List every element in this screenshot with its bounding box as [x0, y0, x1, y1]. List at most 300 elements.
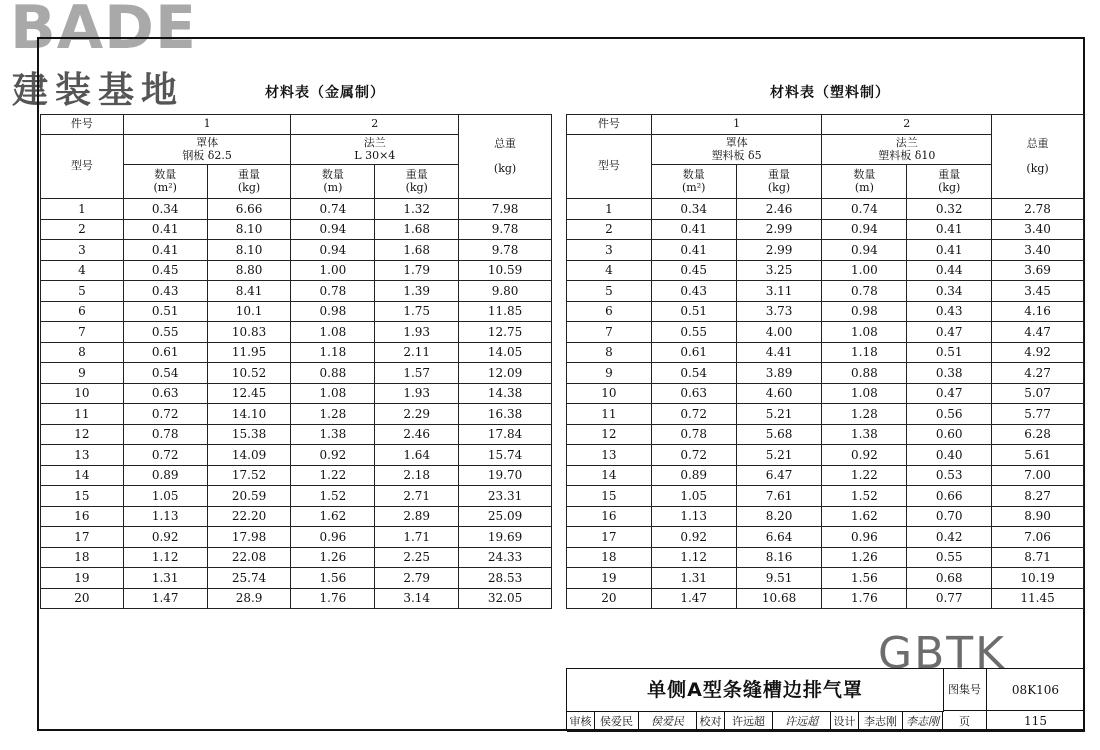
- value-cell: 0.47: [907, 383, 992, 404]
- value-cell: 0.41: [123, 240, 207, 261]
- value-cell: 14.10: [207, 404, 291, 425]
- value-cell: 3.89: [736, 363, 822, 384]
- table-row: [41, 547, 552, 568]
- table-row: [41, 219, 552, 240]
- qty-unit: (m²): [681, 180, 706, 194]
- value-cell: 0.63: [651, 383, 736, 404]
- value-cell: 3.11: [736, 281, 822, 302]
- model-cell: 16: [41, 506, 124, 527]
- header-hood-body: [123, 135, 291, 165]
- value-cell: 19.69: [459, 527, 552, 548]
- metal-material-table: [40, 114, 552, 609]
- value-cell: 1.32: [375, 199, 459, 220]
- value-cell: 0.72: [123, 445, 207, 466]
- weight-label: 重量: [405, 167, 428, 181]
- value-cell: 14.09: [207, 445, 291, 466]
- value-cell: 32.05: [459, 588, 552, 609]
- value-cell: 0.92: [291, 445, 375, 466]
- value-cell: 1.52: [291, 486, 375, 507]
- header-part-2: 2: [291, 115, 459, 135]
- header-model: 型号: [567, 135, 652, 199]
- model-cell: 20: [41, 588, 124, 609]
- value-cell: 0.44: [907, 260, 992, 281]
- model-cell: 2: [41, 219, 124, 240]
- value-cell: 3.69: [992, 260, 1084, 281]
- value-cell: 0.60: [907, 424, 992, 445]
- value-cell: 1.75: [375, 301, 459, 322]
- table-row: [567, 363, 1084, 384]
- value-cell: 0.41: [907, 240, 992, 261]
- value-cell: 1.39: [375, 281, 459, 302]
- value-cell: 4.60: [736, 383, 822, 404]
- page-number: 115: [987, 711, 1085, 732]
- value-cell: 9.78: [459, 219, 552, 240]
- value-cell: 0.34: [907, 281, 992, 302]
- value-cell: 2.11: [375, 342, 459, 363]
- table-row: [41, 465, 552, 486]
- flange-label: 法兰: [363, 135, 386, 149]
- header-hood-body: [651, 135, 822, 165]
- value-cell: 7.98: [459, 199, 552, 220]
- qty-label: 数量: [154, 167, 177, 181]
- table-row: [567, 547, 1084, 568]
- header-qty-length: [291, 165, 375, 199]
- value-cell: 8.90: [992, 506, 1084, 527]
- table-row: [41, 445, 552, 466]
- value-cell: 3.14: [375, 588, 459, 609]
- value-cell: 2.46: [375, 424, 459, 445]
- bade-watermark-logo: BADE: [10, 0, 197, 63]
- value-cell: 1.56: [291, 568, 375, 589]
- model-cell: 1: [41, 199, 124, 220]
- designer-name: 李志刚: [859, 711, 903, 732]
- value-cell: 22.20: [207, 506, 291, 527]
- value-cell: 0.54: [651, 363, 736, 384]
- atlas-number: 08K106: [987, 669, 1085, 711]
- table-row: [41, 322, 552, 343]
- value-cell: 8.20: [736, 506, 822, 527]
- value-cell: 5.21: [736, 445, 822, 466]
- value-cell: 0.94: [291, 240, 375, 261]
- table-row: [41, 486, 552, 507]
- value-cell: 0.55: [907, 547, 992, 568]
- value-cell: 1.28: [291, 404, 375, 425]
- value-cell: 0.43: [123, 281, 207, 302]
- value-cell: 0.92: [822, 445, 907, 466]
- header-flange: [291, 135, 459, 165]
- value-cell: 1.56: [822, 568, 907, 589]
- weight-label: 重量: [938, 167, 961, 181]
- total-label: 总重: [494, 136, 517, 150]
- table-row: [567, 301, 1084, 322]
- value-cell: 1.28: [822, 404, 907, 425]
- table-row: [41, 240, 552, 261]
- header-part-1: 1: [651, 115, 822, 135]
- value-cell: 1.05: [651, 486, 736, 507]
- value-cell: 9.51: [736, 568, 822, 589]
- model-cell: 5: [41, 281, 124, 302]
- plastic-material-table: [566, 114, 1084, 609]
- value-cell: 2.71: [375, 486, 459, 507]
- value-cell: 0.94: [291, 219, 375, 240]
- value-cell: 3.25: [736, 260, 822, 281]
- value-cell: 1.12: [123, 547, 207, 568]
- header-flange: [822, 135, 992, 165]
- value-cell: 4.47: [992, 322, 1084, 343]
- weight-label: 重量: [768, 167, 791, 181]
- value-cell: 1.47: [651, 588, 736, 609]
- value-cell: 1.18: [822, 342, 907, 363]
- value-cell: 1.26: [822, 547, 907, 568]
- value-cell: 15.74: [459, 445, 552, 466]
- value-cell: 1.62: [291, 506, 375, 527]
- value-cell: 1.38: [291, 424, 375, 445]
- table-row: [41, 424, 552, 445]
- value-cell: 1.47: [123, 588, 207, 609]
- check-label: 校对: [697, 711, 725, 732]
- value-cell: 10.68: [736, 588, 822, 609]
- value-cell: 17.98: [207, 527, 291, 548]
- model-cell: 20: [567, 588, 652, 609]
- value-cell: 6.64: [736, 527, 822, 548]
- value-cell: 1.26: [291, 547, 375, 568]
- model-cell: 6: [41, 301, 124, 322]
- model-cell: 8: [567, 342, 652, 363]
- reviewer-name: 侯爱民: [595, 711, 639, 732]
- value-cell: 0.45: [651, 260, 736, 281]
- value-cell: 0.51: [651, 301, 736, 322]
- table-row: [41, 363, 552, 384]
- atlas-number-label: 图集号: [943, 669, 987, 711]
- qty-unit: (m²): [153, 180, 177, 194]
- model-cell: 12: [41, 424, 124, 445]
- value-cell: 4.16: [992, 301, 1084, 322]
- review-label: 审核: [567, 711, 595, 732]
- plastic-table-body: [567, 199, 1084, 609]
- model-cell: 19: [567, 568, 652, 589]
- value-cell: 1.13: [651, 506, 736, 527]
- value-cell: 0.78: [651, 424, 736, 445]
- value-cell: 0.98: [291, 301, 375, 322]
- value-cell: 1.38: [822, 424, 907, 445]
- value-cell: 2.18: [375, 465, 459, 486]
- table-row: [567, 527, 1084, 548]
- value-cell: 10.52: [207, 363, 291, 384]
- value-cell: 6.47: [736, 465, 822, 486]
- value-cell: 1.22: [291, 465, 375, 486]
- weight-unit: (kg): [237, 180, 261, 194]
- model-cell: 13: [567, 445, 652, 466]
- value-cell: 1.13: [123, 506, 207, 527]
- value-cell: 0.68: [907, 568, 992, 589]
- value-cell: 12.09: [459, 363, 552, 384]
- value-cell: 1.05: [123, 486, 207, 507]
- value-cell: 1.08: [822, 383, 907, 404]
- model-cell: 11: [41, 404, 124, 425]
- value-cell: 10.59: [459, 260, 552, 281]
- value-cell: 1.68: [375, 240, 459, 261]
- value-cell: 1.22: [822, 465, 907, 486]
- value-cell: 6.66: [207, 199, 291, 220]
- qty-label: 数量: [853, 167, 876, 181]
- value-cell: 0.55: [123, 322, 207, 343]
- value-cell: 4.27: [992, 363, 1084, 384]
- table-row: [41, 588, 552, 609]
- hood-material: 塑料板 δ5: [711, 148, 762, 162]
- value-cell: 14.38: [459, 383, 552, 404]
- value-cell: 22.08: [207, 547, 291, 568]
- table-row: [567, 383, 1084, 404]
- gbtk-watermark: GBTK: [878, 628, 1007, 679]
- designer-signature: 李志刚: [903, 711, 943, 732]
- table-row: [41, 342, 552, 363]
- value-cell: 10.83: [207, 322, 291, 343]
- value-cell: 0.72: [123, 404, 207, 425]
- value-cell: 0.78: [822, 281, 907, 302]
- table-row: [567, 588, 1084, 609]
- value-cell: 3.73: [736, 301, 822, 322]
- value-cell: 12.45: [207, 383, 291, 404]
- model-cell: 15: [567, 486, 652, 507]
- table-row: [41, 404, 552, 425]
- weight-unit: (kg): [767, 180, 791, 194]
- value-cell: 0.72: [651, 445, 736, 466]
- value-cell: 3.40: [992, 219, 1084, 240]
- value-cell: 0.61: [651, 342, 736, 363]
- value-cell: 7.00: [992, 465, 1084, 486]
- hood-label: 罩体: [196, 135, 219, 149]
- value-cell: 0.42: [907, 527, 992, 548]
- value-cell: 0.89: [123, 465, 207, 486]
- qty-unit: (m): [854, 180, 874, 194]
- value-cell: 1.93: [375, 383, 459, 404]
- value-cell: 1.31: [651, 568, 736, 589]
- header-part-1: 1: [123, 115, 291, 135]
- model-cell: 18: [567, 547, 652, 568]
- model-cell: 8: [41, 342, 124, 363]
- value-cell: 2.99: [736, 219, 822, 240]
- value-cell: 28.9: [207, 588, 291, 609]
- model-cell: 18: [41, 547, 124, 568]
- header-qty-length: [822, 165, 907, 199]
- value-cell: 5.61: [992, 445, 1084, 466]
- qty-unit: (m): [323, 180, 343, 194]
- value-cell: 8.41: [207, 281, 291, 302]
- value-cell: 3.40: [992, 240, 1084, 261]
- total-unit: (kg): [1026, 161, 1049, 175]
- value-cell: 14.05: [459, 342, 552, 363]
- value-cell: 0.96: [291, 527, 375, 548]
- value-cell: 24.33: [459, 547, 552, 568]
- value-cell: 9.78: [459, 240, 552, 261]
- value-cell: 4.92: [992, 342, 1084, 363]
- page-label: 页: [943, 711, 987, 732]
- model-cell: 14: [567, 465, 652, 486]
- value-cell: 25.74: [207, 568, 291, 589]
- table-row: [567, 486, 1084, 507]
- value-cell: 19.70: [459, 465, 552, 486]
- value-cell: 3.45: [992, 281, 1084, 302]
- value-cell: 2.25: [375, 547, 459, 568]
- value-cell: 0.34: [123, 199, 207, 220]
- model-cell: 7: [567, 322, 652, 343]
- model-cell: 3: [41, 240, 124, 261]
- header-total-weight: [992, 115, 1084, 199]
- value-cell: 25.09: [459, 506, 552, 527]
- value-cell: 4.00: [736, 322, 822, 343]
- table-row: [567, 342, 1084, 363]
- header-part-no: 件号: [567, 115, 652, 135]
- value-cell: 16.38: [459, 404, 552, 425]
- value-cell: 1.31: [123, 568, 207, 589]
- model-cell: 6: [567, 301, 652, 322]
- model-cell: 1: [567, 199, 652, 220]
- value-cell: 5.21: [736, 404, 822, 425]
- value-cell: 0.43: [651, 281, 736, 302]
- flange-label: 法兰: [895, 135, 918, 149]
- value-cell: 1.57: [375, 363, 459, 384]
- model-cell: 16: [567, 506, 652, 527]
- model-cell: 9: [41, 363, 124, 384]
- value-cell: 0.88: [291, 363, 375, 384]
- value-cell: 0.72: [651, 404, 736, 425]
- value-cell: 7.06: [992, 527, 1084, 548]
- value-cell: 9.80: [459, 281, 552, 302]
- value-cell: 2.79: [375, 568, 459, 589]
- header-weight-2: [375, 165, 459, 199]
- header-weight-1: [207, 165, 291, 199]
- value-cell: 17.52: [207, 465, 291, 486]
- header-model: 型号: [41, 135, 124, 199]
- value-cell: 11.45: [992, 588, 1084, 609]
- value-cell: 0.74: [291, 199, 375, 220]
- model-cell: 17: [41, 527, 124, 548]
- drawing-title: 单侧A型条缝槽边排气罩: [567, 669, 944, 712]
- table-row: [41, 506, 552, 527]
- weight-unit: (kg): [938, 180, 961, 194]
- model-cell: 9: [567, 363, 652, 384]
- value-cell: 8.80: [207, 260, 291, 281]
- model-cell: 19: [41, 568, 124, 589]
- value-cell: 2.89: [375, 506, 459, 527]
- value-cell: 5.77: [992, 404, 1084, 425]
- flange-material: 塑料板 δ10: [878, 148, 936, 162]
- value-cell: 0.92: [123, 527, 207, 548]
- table-row: [567, 568, 1084, 589]
- value-cell: 0.78: [123, 424, 207, 445]
- table-row: [567, 219, 1084, 240]
- value-cell: 7.61: [736, 486, 822, 507]
- value-cell: 0.94: [822, 219, 907, 240]
- value-cell: 0.88: [822, 363, 907, 384]
- header-weight-1: [736, 165, 822, 199]
- value-cell: 20.59: [207, 486, 291, 507]
- value-cell: 1.08: [291, 322, 375, 343]
- value-cell: 23.31: [459, 486, 552, 507]
- value-cell: 0.32: [907, 199, 992, 220]
- flange-material: L 30×4: [354, 148, 396, 162]
- metal-table-body: [41, 199, 552, 609]
- value-cell: 0.41: [123, 219, 207, 240]
- table-row: [41, 383, 552, 404]
- header-qty-area: [123, 165, 207, 199]
- value-cell: 1.64: [375, 445, 459, 466]
- value-cell: 0.66: [907, 486, 992, 507]
- table-row: [567, 240, 1084, 261]
- model-cell: 7: [41, 322, 124, 343]
- model-cell: 11: [567, 404, 652, 425]
- value-cell: 1.18: [291, 342, 375, 363]
- value-cell: 8.71: [992, 547, 1084, 568]
- value-cell: 0.78: [291, 281, 375, 302]
- value-cell: 0.51: [907, 342, 992, 363]
- design-label: 设计: [831, 711, 859, 732]
- header-part-no: 件号: [41, 115, 124, 135]
- value-cell: 0.40: [907, 445, 992, 466]
- checker-name: 许远超: [725, 711, 773, 732]
- value-cell: 8.10: [207, 219, 291, 240]
- value-cell: 0.56: [907, 404, 992, 425]
- table-row: [567, 445, 1084, 466]
- header-qty-area: [651, 165, 736, 199]
- table-row: [41, 281, 552, 302]
- table-row: [567, 424, 1084, 445]
- model-cell: 10: [567, 383, 652, 404]
- table-row: [41, 199, 552, 220]
- value-cell: 0.45: [123, 260, 207, 281]
- model-cell: 2: [567, 219, 652, 240]
- header-weight-2: [907, 165, 992, 199]
- value-cell: 1.79: [375, 260, 459, 281]
- header-total-weight: [459, 115, 552, 199]
- value-cell: 1.68: [375, 219, 459, 240]
- value-cell: 11.85: [459, 301, 552, 322]
- value-cell: 15.38: [207, 424, 291, 445]
- total-unit: (kg): [493, 161, 517, 175]
- model-cell: 13: [41, 445, 124, 466]
- value-cell: 11.95: [207, 342, 291, 363]
- table-row: [41, 301, 552, 322]
- table-row: [567, 199, 1084, 220]
- reviewer-signature: 侯爱民: [639, 711, 697, 732]
- value-cell: 0.41: [651, 240, 736, 261]
- header-part-2: 2: [822, 115, 992, 135]
- title-block: [566, 668, 1084, 731]
- total-label: 总重: [1026, 136, 1049, 150]
- table-row: [567, 506, 1084, 527]
- value-cell: 1.76: [822, 588, 907, 609]
- value-cell: 1.62: [822, 506, 907, 527]
- value-cell: 0.96: [822, 527, 907, 548]
- value-cell: 10.19: [992, 568, 1084, 589]
- value-cell: 5.07: [992, 383, 1084, 404]
- table-row: [41, 568, 552, 589]
- value-cell: 0.41: [907, 219, 992, 240]
- table-row: [567, 281, 1084, 302]
- table-row: [567, 465, 1084, 486]
- value-cell: 0.51: [123, 301, 207, 322]
- table-row: [41, 527, 552, 548]
- value-cell: 10.1: [207, 301, 291, 322]
- value-cell: 2.78: [992, 199, 1084, 220]
- model-cell: 15: [41, 486, 124, 507]
- value-cell: 0.77: [907, 588, 992, 609]
- hood-material: 钢板 δ2.5: [182, 148, 232, 162]
- value-cell: 2.99: [736, 240, 822, 261]
- bade-watermark-subtitle: 建装基地: [12, 70, 185, 111]
- value-cell: 6.28: [992, 424, 1084, 445]
- value-cell: 0.41: [651, 219, 736, 240]
